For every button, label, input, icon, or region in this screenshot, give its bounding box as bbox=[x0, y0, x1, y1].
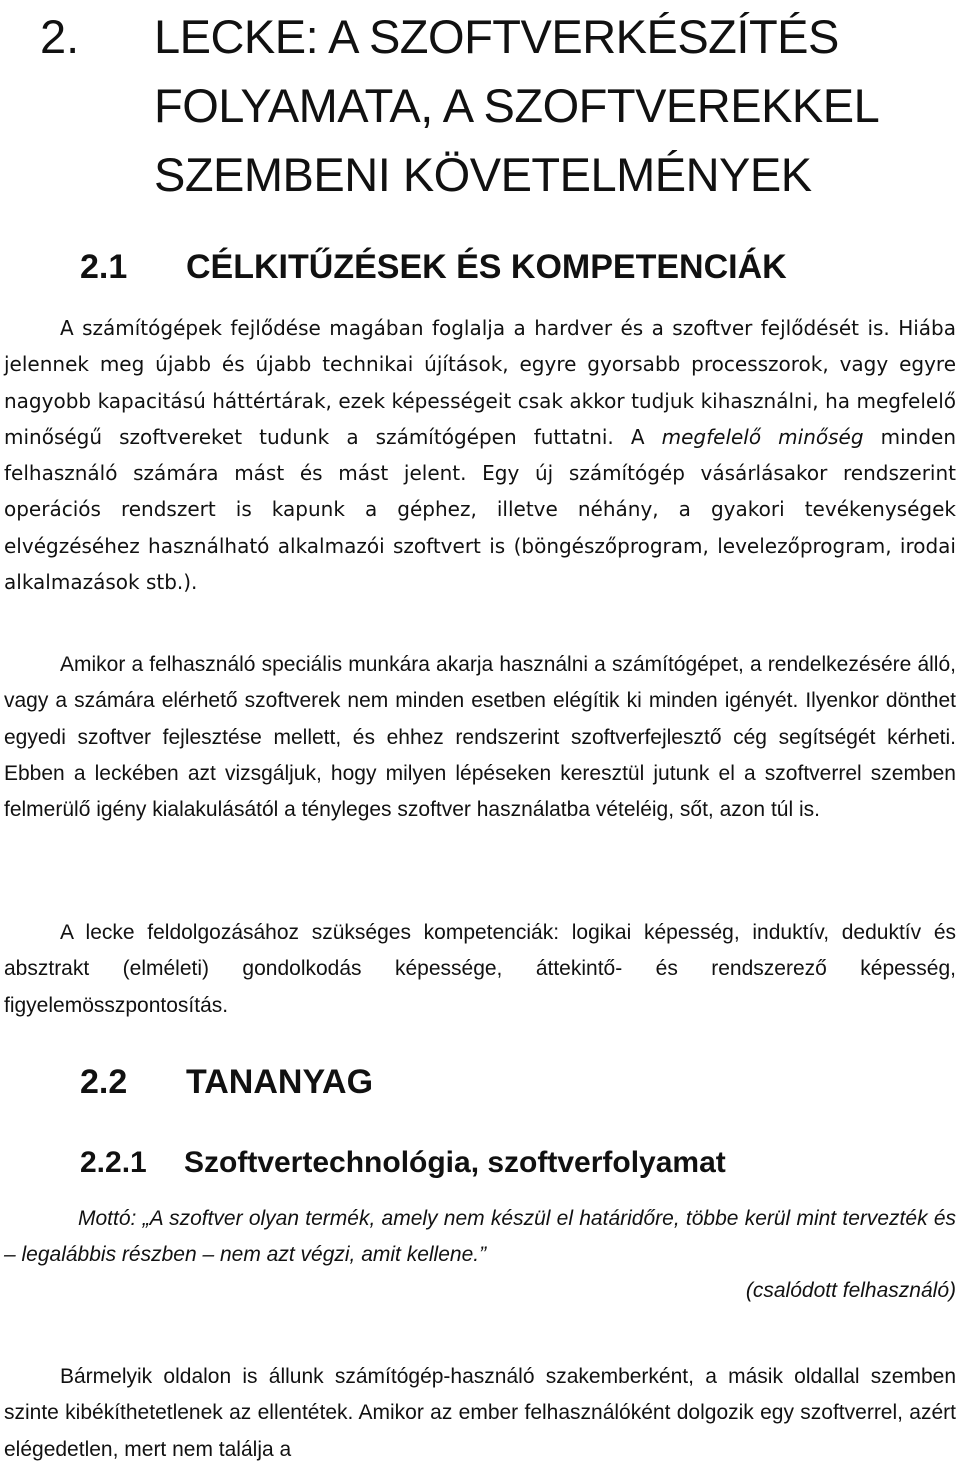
section-number: 2.2 bbox=[80, 1063, 128, 1101]
section-heading-material bbox=[80, 1062, 373, 1102]
section-number: 2.1 bbox=[80, 248, 128, 286]
paragraph-competencies: A lecke feldolgozásához szükséges kompetenciák: logikai képesség, induktív, deduktív és absztrakt (elméleti) gondolkodás képessége, áttekintő- és rendszerező képesség, figyelemösszpontosítás. bbox=[4, 921, 956, 1017]
subsection-number: 2.2.1 bbox=[80, 1146, 147, 1179]
paragraph-intro-emphasis: megfelelő minőség bbox=[661, 424, 864, 449]
section-heading-goals bbox=[80, 247, 787, 287]
section-title: TANANYAG bbox=[186, 1063, 374, 1101]
chapter-title: LECKE: A SZOFTVERKÉSZÍTÉS FOLYAMATA, A SZOFTVEREKKEL SZEMBENI KÖVETELMÉNYEK bbox=[154, 10, 878, 201]
paragraph-intro-part2: minden felhasználó számára mást és mást jelent. Egy új számítógép vásárlásakor rendszerint operációs rendszert is kapunk a géphez, illetve néhány, a gyakori tevékenységek elvégzéséhez használható alkalmazói szoftvert is (böngészőprogram, levelezőprogram, irodai alkalmazások stb.). bbox=[4, 424, 957, 595]
paragraph-intro-part1: A számítógépek fejlődése magában foglalja a hardver és a szoftver fejlődését is. Hiába jelennek meg újabb és újabb technikai újítások, egyre gyorsabb processzorok, vagy egyre nagyobb kapacitású háttértárak, ezek képességeit csak akkor tudjuk kihasználni, ha megfelelő minőségű szoftvereket tudunk a számítógépen futtatni. A bbox=[4, 316, 956, 449]
paragraph-custom-software: Amikor a felhasználó speciális munkára akarja használni a számítógépet, a rendelkezésére álló, vagy a számára elérhető szoftverek nem minden esetben elégítik ki minden igényét. Ilyenkor dönthet egyedi szoftver fejlesztése mellett, és ehhez rendszerint szoftverfejlesztő cég segítségét kérheti. Ebben a leckében azt vizsgáljuk, hogy milyen lépéseken keresztül jutunk el a szoftverrel szemben felmerülő igény kialakulásától a tényleges szoftver használatba vételéig, sőt, azon túl is. bbox=[4, 653, 956, 822]
section-title: CÉLKITŰZÉSEK ÉS KOMPETENCIÁK bbox=[186, 248, 787, 286]
chapter-number: 2. bbox=[40, 10, 80, 63]
subsection-heading bbox=[80, 1145, 726, 1181]
subsection-title: Szoftvertechnológia, szoftverfolyamat bbox=[184, 1146, 726, 1179]
paragraph-intro bbox=[4, 310, 956, 600]
motto-quote: Mottó: „A szoftver olyan termék, amely nem készül el határidőre, többe kerül mint tervezték és – legalábbis részben – nem azt végzi, amit kellene.” bbox=[4, 1207, 956, 1267]
motto-attribution: (csalódott felhasználó) bbox=[745, 1279, 956, 1302]
paragraph-user-perspective: Bármelyik oldalon is állunk számítógép-használó szakemberként, a másik oldallal szemben szinte kibékíthetetlenek az ellentétek. Amikor az ember felhasználóként dolgozik egy szoftverrel, azért elégedetlen, mert nem találja a bbox=[4, 1365, 956, 1461]
chapter-heading bbox=[40, 2, 960, 209]
